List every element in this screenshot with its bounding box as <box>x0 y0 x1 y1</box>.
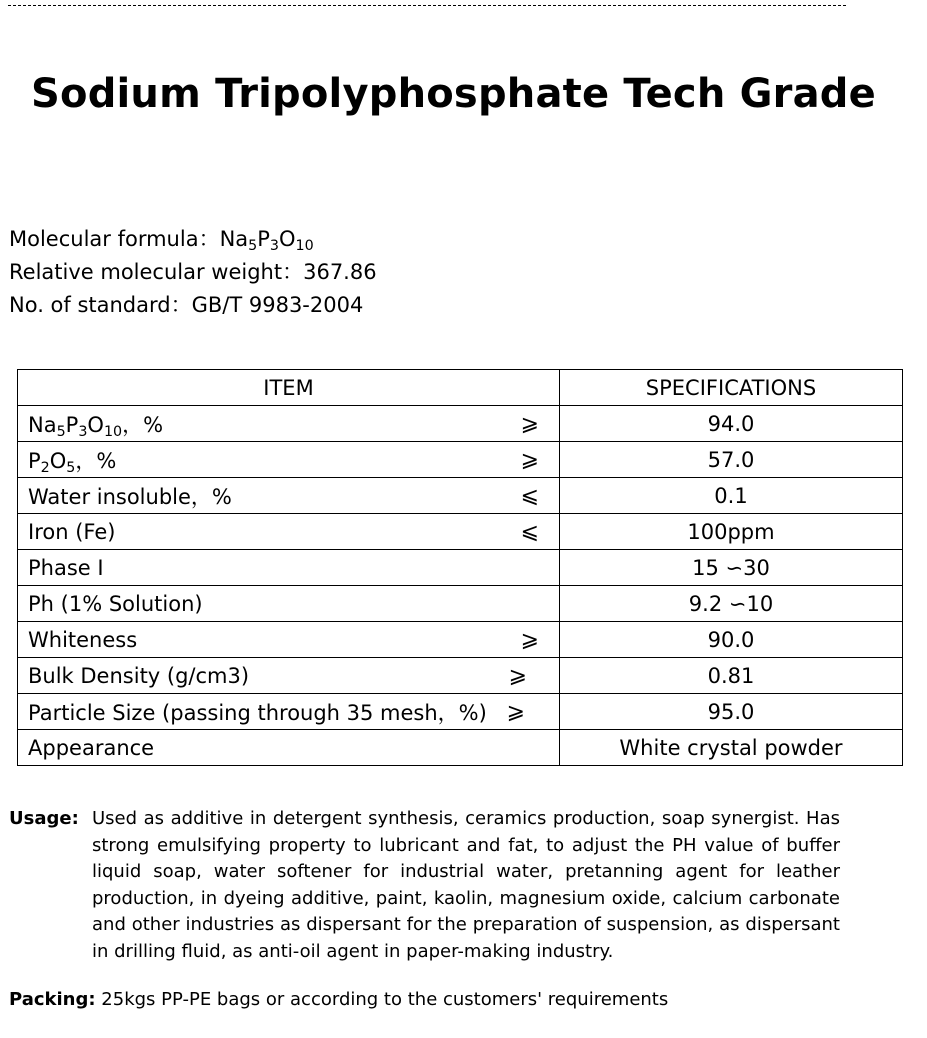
molecular-weight-value: 367.86 <box>303 260 377 284</box>
molecular-weight-label: Relative molecular weight： <box>9 260 304 284</box>
table-row <box>18 658 903 694</box>
standard-label: No. of standard： <box>9 293 192 317</box>
item-label: Particle Size (passing through 35 mesh，%) <box>28 700 487 725</box>
spec-value: 100ppm <box>560 514 903 550</box>
standard-row <box>9 289 377 322</box>
item-cell <box>18 730 560 766</box>
table-row <box>18 586 903 622</box>
item-cell <box>18 442 560 478</box>
item-cell <box>18 586 560 622</box>
item-cell <box>18 514 560 550</box>
item-cell <box>18 478 560 514</box>
item-cell <box>18 694 560 730</box>
item-label: Appearance <box>28 735 155 760</box>
molecular-formula-label: Molecular formula： <box>9 227 220 251</box>
molecular-formula-value: $Na_5P_3O_{10}$ <box>219 227 314 254</box>
packing-text: 25kgs PP-PE bags or according to the customers' requirements <box>95 989 669 1010</box>
table-row <box>18 514 903 550</box>
document-title: Sodium Tripolyphosphate Tech Grade <box>31 71 876 117</box>
spec-value: 94.0 <box>560 406 903 442</box>
header-specifications: SPECIFICATIONS <box>560 370 903 406</box>
item-cell <box>18 658 560 694</box>
spec-value: 9.2 ∽10 <box>560 586 903 622</box>
item-label: $Na_5P_3O_{10}$，% <box>28 412 164 440</box>
spec-value: 90.0 <box>560 622 903 658</box>
usage-text: Used as additive in detergent synthesis, ceramics production, soap synergist. Has strong emulsifying property to lubricant and fat, to adjust the PH value of buffer liquid soap, water softener for industrial water, pretanning agent for leather production, in dyeing additive, paint, kaolin, magnesium oxide, calcium carbonate and other industries as dispersant for the preparation of suspension, as dispersant in drilling fluid, as anti-oil agent in paper-making industry. <box>92 808 840 962</box>
comparison-symbol: ⩽ <box>520 483 539 508</box>
table-row <box>18 406 903 442</box>
table-row <box>18 550 903 586</box>
comparison-symbol: ⩽ <box>520 519 539 544</box>
spec-value: 0.81 <box>560 658 903 694</box>
top-dashed-rule <box>8 5 846 6</box>
item-cell <box>18 622 560 658</box>
item-label: Phase Ⅰ <box>28 555 104 580</box>
item-label: $P_2O_5$，% <box>28 448 117 476</box>
molecular-weight-row <box>9 256 377 289</box>
item-label: Whiteness <box>28 627 138 652</box>
comparison-symbol: ⩾ <box>520 627 539 652</box>
spec-value: 95.0 <box>560 694 903 730</box>
item-cell <box>18 550 560 586</box>
table-header-row <box>18 370 903 406</box>
comparison-symbol: ⩾ <box>520 447 539 472</box>
table-row <box>18 478 903 514</box>
comparison-symbol: ⩾ <box>506 699 525 724</box>
spec-value: 15 ∽30 <box>560 550 903 586</box>
packing-label: Packing: <box>9 989 96 1010</box>
table-row <box>18 730 903 766</box>
spec-value: White crystal powder <box>560 730 903 766</box>
usage-section <box>9 806 840 966</box>
specifications-table <box>17 369 903 766</box>
table-row <box>18 694 903 730</box>
spec-value: 57.0 <box>560 442 903 478</box>
item-label: Iron (Fe) <box>28 519 116 544</box>
comparison-symbol: ⩾ <box>520 411 539 436</box>
item-label: Bulk Density (g/cm3) <box>28 663 250 688</box>
table-row <box>18 622 903 658</box>
standard-value: GB/T 9983-2004 <box>191 293 364 317</box>
item-label: Ph (1% Solution) <box>28 591 203 616</box>
usage-label: Usage: <box>9 808 79 829</box>
comparison-symbol: ⩾ <box>508 663 527 688</box>
product-properties <box>9 223 377 322</box>
packing-section <box>9 989 668 1010</box>
spec-value: 0.1 <box>560 478 903 514</box>
header-item: ITEM <box>18 370 560 406</box>
table-row <box>18 442 903 478</box>
item-label: Water insoluble，% <box>28 484 232 509</box>
item-cell <box>18 406 560 442</box>
molecular-formula-row <box>9 223 377 256</box>
